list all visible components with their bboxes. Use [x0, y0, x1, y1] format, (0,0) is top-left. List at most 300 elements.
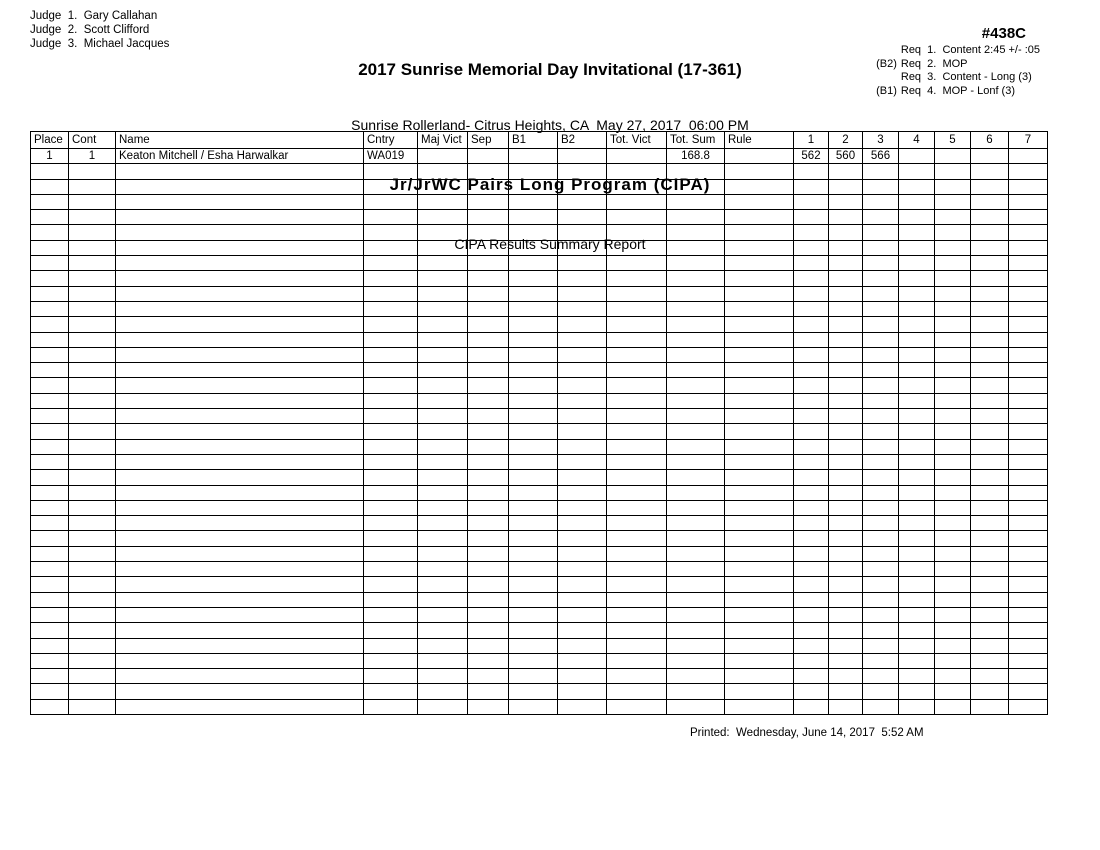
cell-tot_vict — [607, 623, 667, 638]
cell-j2 — [829, 301, 863, 316]
cell-maj_vict — [418, 516, 468, 531]
cell-j2 — [829, 669, 863, 684]
column-header-cntry: Cntry — [364, 132, 418, 149]
cell-sep — [468, 149, 509, 164]
cell-cntry — [364, 669, 418, 684]
empty-row — [31, 378, 1048, 393]
cell-b1 — [509, 378, 558, 393]
cell-j1 — [794, 500, 829, 515]
cell-j5 — [935, 424, 971, 439]
cell-cont — [69, 271, 116, 286]
cell-j6 — [971, 332, 1009, 347]
cell-j2 — [829, 546, 863, 561]
cell-j1 — [794, 623, 829, 638]
cell-rule — [725, 393, 794, 408]
requirement-line — [874, 71, 1042, 85]
requirements-list — [874, 44, 1042, 98]
empty-row — [31, 669, 1048, 684]
cell-j1 — [794, 531, 829, 546]
cell-maj_vict — [418, 592, 468, 607]
cell-tot_vict — [607, 164, 667, 179]
cell-j6 — [971, 470, 1009, 485]
cell-tot_sum — [667, 562, 725, 577]
cell-j7 — [1009, 194, 1048, 209]
cell-j2 — [829, 577, 863, 592]
cell-cont — [69, 562, 116, 577]
cell-j4 — [899, 240, 935, 255]
cell-name — [116, 179, 364, 194]
cell-maj_vict — [418, 225, 468, 240]
cell-j3 — [863, 516, 899, 531]
cell-sep — [468, 669, 509, 684]
cell-tot_sum — [667, 424, 725, 439]
cell-rule — [725, 424, 794, 439]
cell-b1 — [509, 179, 558, 194]
empty-row — [31, 500, 1048, 515]
empty-row — [31, 516, 1048, 531]
cell-maj_vict — [418, 699, 468, 714]
cell-name — [116, 424, 364, 439]
cell-j6 — [971, 149, 1009, 164]
program-title: Jr/JrWC Pairs Long Program (CIPA) — [389, 175, 711, 194]
cell-j4 — [899, 607, 935, 622]
cell-sep — [468, 577, 509, 592]
cell-j7 — [1009, 210, 1048, 225]
cell-cont — [69, 332, 116, 347]
cell-j3 — [863, 409, 899, 424]
cell-b2 — [558, 470, 607, 485]
cell-j1 — [794, 516, 829, 531]
cell-b2 — [558, 485, 607, 500]
venue-date-line: Sunrise Rollerland- Citrus Heights, CA May 27, 2017 06:00 PM — [351, 117, 749, 133]
column-header-tot_vict: Tot. Vict — [607, 132, 667, 149]
cell-cntry — [364, 439, 418, 454]
cell-j5 — [935, 623, 971, 638]
cell-sep — [468, 470, 509, 485]
cell-j2 — [829, 531, 863, 546]
cell-cntry: WA019 — [364, 149, 418, 164]
cell-tot_vict — [607, 271, 667, 286]
cell-b1 — [509, 592, 558, 607]
cell-j3 — [863, 592, 899, 607]
cell-j3 — [863, 317, 899, 332]
cell-j4 — [899, 409, 935, 424]
cell-cont — [69, 256, 116, 271]
cell-name — [116, 393, 364, 408]
cell-j1 — [794, 546, 829, 561]
cell-j6 — [971, 317, 1009, 332]
cell-tot_vict — [607, 424, 667, 439]
cell-j3 — [863, 225, 899, 240]
cell-sep — [468, 317, 509, 332]
cell-j1 — [794, 286, 829, 301]
cell-j6 — [971, 516, 1009, 531]
cell-tot_sum: 168.8 — [667, 149, 725, 164]
cell-maj_vict — [418, 531, 468, 546]
cell-j2 — [829, 607, 863, 622]
cell-j6 — [971, 378, 1009, 393]
cell-cntry — [364, 485, 418, 500]
cell-tot_vict — [607, 470, 667, 485]
cell-j3 — [863, 240, 899, 255]
cell-rule — [725, 623, 794, 638]
cell-j6 — [971, 347, 1009, 362]
cell-b2 — [558, 623, 607, 638]
cell-j3: 566 — [863, 149, 899, 164]
cell-tot_vict — [607, 240, 667, 255]
cell-place — [31, 684, 69, 699]
cell-b1 — [509, 164, 558, 179]
cell-j1 — [794, 684, 829, 699]
cell-j5 — [935, 684, 971, 699]
cell-j7 — [1009, 301, 1048, 316]
cell-tot_sum — [667, 332, 725, 347]
cell-tot_sum — [667, 271, 725, 286]
cell-name — [116, 240, 364, 255]
cell-tot_sum — [667, 378, 725, 393]
cell-j5 — [935, 286, 971, 301]
cell-tot_sum — [667, 317, 725, 332]
cell-j1 — [794, 470, 829, 485]
cell-b1 — [509, 286, 558, 301]
cell-b1 — [509, 271, 558, 286]
cell-rule — [725, 347, 794, 362]
cell-name — [116, 500, 364, 515]
cell-cont — [69, 194, 116, 209]
cell-cntry — [364, 500, 418, 515]
cell-j4 — [899, 454, 935, 469]
cell-b1 — [509, 577, 558, 592]
cell-j4 — [899, 623, 935, 638]
cell-j5 — [935, 470, 971, 485]
cell-rule — [725, 179, 794, 194]
cell-cntry — [364, 577, 418, 592]
cell-cont — [69, 500, 116, 515]
cell-tot_vict — [607, 409, 667, 424]
cell-j4 — [899, 179, 935, 194]
cell-b2 — [558, 393, 607, 408]
cell-cntry — [364, 607, 418, 622]
cell-place — [31, 699, 69, 714]
cell-j4 — [899, 164, 935, 179]
requirement-text: Req 4. MOP - Lonf (3) — [900, 84, 1015, 97]
cell-j5 — [935, 149, 971, 164]
column-header-place: Place — [31, 132, 69, 149]
cell-j3 — [863, 684, 899, 699]
cell-j3 — [863, 546, 899, 561]
cell-j3 — [863, 531, 899, 546]
cell-j2 — [829, 485, 863, 500]
cell-j7 — [1009, 332, 1048, 347]
cell-sep — [468, 409, 509, 424]
requirement-text: Req 2. MOP — [900, 57, 968, 70]
cell-b1 — [509, 653, 558, 668]
cell-j2 — [829, 363, 863, 378]
cell-cntry — [364, 699, 418, 714]
cell-cont — [69, 470, 116, 485]
cell-b2 — [558, 194, 607, 209]
cell-j3 — [863, 485, 899, 500]
cell-j7 — [1009, 256, 1048, 271]
empty-row — [31, 363, 1048, 378]
empty-row — [31, 393, 1048, 408]
cell-place — [31, 439, 69, 454]
requirement-line — [874, 85, 1042, 99]
cell-j4 — [899, 500, 935, 515]
cell-maj_vict — [418, 179, 468, 194]
result-row — [31, 149, 1048, 164]
cell-tot_vict — [607, 378, 667, 393]
cell-b2 — [558, 179, 607, 194]
cell-sep — [468, 592, 509, 607]
cell-name — [116, 699, 364, 714]
cell-j7 — [1009, 424, 1048, 439]
cell-j7 — [1009, 684, 1048, 699]
cell-tot_sum — [667, 653, 725, 668]
cell-cntry — [364, 271, 418, 286]
cell-sep — [468, 516, 509, 531]
empty-row — [31, 592, 1048, 607]
cell-j1 — [794, 378, 829, 393]
empty-row — [31, 485, 1048, 500]
cell-j1 — [794, 194, 829, 209]
cell-j1 — [794, 256, 829, 271]
cell-j1 — [794, 210, 829, 225]
cell-tot_sum — [667, 500, 725, 515]
cell-tot_sum — [667, 240, 725, 255]
cell-tot_sum — [667, 485, 725, 500]
cell-b2 — [558, 225, 607, 240]
cell-j5 — [935, 179, 971, 194]
cell-j5 — [935, 301, 971, 316]
cell-j5 — [935, 256, 971, 271]
cell-sep — [468, 439, 509, 454]
cell-j5 — [935, 347, 971, 362]
column-header-j7: 7 — [1009, 132, 1048, 149]
cell-place: 1 — [31, 149, 69, 164]
cell-rule — [725, 363, 794, 378]
cell-rule — [725, 516, 794, 531]
cell-place — [31, 194, 69, 209]
cell-b1 — [509, 363, 558, 378]
cell-cont — [69, 546, 116, 561]
empty-row — [31, 577, 1048, 592]
column-header-j3: 3 — [863, 132, 899, 149]
cell-name — [116, 194, 364, 209]
cell-j3 — [863, 194, 899, 209]
cell-name — [116, 454, 364, 469]
cell-j2 — [829, 470, 863, 485]
cell-b2 — [558, 240, 607, 255]
empty-row — [31, 607, 1048, 622]
cell-j6 — [971, 623, 1009, 638]
cell-j2 — [829, 225, 863, 240]
cell-tot_vict — [607, 546, 667, 561]
cell-b2 — [558, 317, 607, 332]
cell-tot_vict — [607, 562, 667, 577]
cell-maj_vict — [418, 638, 468, 653]
cell-maj_vict — [418, 439, 468, 454]
cell-cntry — [364, 194, 418, 209]
cell-maj_vict — [418, 393, 468, 408]
cell-cntry — [364, 225, 418, 240]
cell-tot_sum — [667, 531, 725, 546]
cell-sep — [468, 562, 509, 577]
cell-j1 — [794, 638, 829, 653]
cell-tot_vict — [607, 531, 667, 546]
cell-j7 — [1009, 439, 1048, 454]
empty-row — [31, 653, 1048, 668]
cell-j4 — [899, 531, 935, 546]
cell-j5 — [935, 164, 971, 179]
cell-b1 — [509, 409, 558, 424]
cell-j2 — [829, 271, 863, 286]
cell-sep — [468, 240, 509, 255]
cell-sep — [468, 607, 509, 622]
cell-j6 — [971, 301, 1009, 316]
cell-maj_vict — [418, 301, 468, 316]
cell-j4 — [899, 592, 935, 607]
cell-j3 — [863, 378, 899, 393]
cell-name — [116, 317, 364, 332]
cell-b2 — [558, 256, 607, 271]
cell-place — [31, 485, 69, 500]
cell-j3 — [863, 562, 899, 577]
printed-line: Printed: Wednesday, June 14, 2017 5:52 AM — [690, 727, 924, 739]
cell-j3 — [863, 256, 899, 271]
cell-cntry — [364, 562, 418, 577]
cell-j4 — [899, 562, 935, 577]
cell-b1 — [509, 669, 558, 684]
cell-j3 — [863, 669, 899, 684]
cell-b2 — [558, 531, 607, 546]
cell-maj_vict — [418, 164, 468, 179]
cell-b2 — [558, 424, 607, 439]
cell-j5 — [935, 225, 971, 240]
cell-j3 — [863, 179, 899, 194]
cell-place — [31, 347, 69, 362]
cell-j7 — [1009, 454, 1048, 469]
cell-cont — [69, 623, 116, 638]
cell-tot_vict — [607, 332, 667, 347]
cell-cntry — [364, 393, 418, 408]
column-header-j2: 2 — [829, 132, 863, 149]
cell-cntry — [364, 653, 418, 668]
cell-tot_vict — [607, 347, 667, 362]
cell-j6 — [971, 607, 1009, 622]
cell-j5 — [935, 210, 971, 225]
cell-tot_vict — [607, 684, 667, 699]
empty-row — [31, 531, 1048, 546]
cell-j5 — [935, 653, 971, 668]
cell-b1 — [509, 347, 558, 362]
cell-j7 — [1009, 669, 1048, 684]
cell-tot_sum — [667, 179, 725, 194]
cell-maj_vict — [418, 194, 468, 209]
event-number: #438C — [981, 25, 1026, 42]
cell-b2 — [558, 638, 607, 653]
cell-b1 — [509, 210, 558, 225]
cell-maj_vict — [418, 210, 468, 225]
cell-b1 — [509, 225, 558, 240]
cell-j7 — [1009, 638, 1048, 653]
cell-cntry — [364, 516, 418, 531]
cell-j3 — [863, 210, 899, 225]
cell-j6 — [971, 638, 1009, 653]
cell-tot_sum — [667, 577, 725, 592]
cell-sep — [468, 638, 509, 653]
results-table — [30, 131, 1048, 715]
cell-j1 — [794, 485, 829, 500]
cell-place — [31, 409, 69, 424]
cell-place — [31, 378, 69, 393]
cell-j2 — [829, 378, 863, 393]
cell-j5 — [935, 562, 971, 577]
cell-j4 — [899, 546, 935, 561]
cell-sep — [468, 225, 509, 240]
cell-tot_vict — [607, 210, 667, 225]
cell-tot_vict — [607, 638, 667, 653]
column-header-b1: B1 — [509, 132, 558, 149]
cell-tot_vict — [607, 607, 667, 622]
cell-j7 — [1009, 240, 1048, 255]
cell-b2 — [558, 607, 607, 622]
cell-maj_vict — [418, 332, 468, 347]
cell-place — [31, 607, 69, 622]
cell-b1 — [509, 332, 558, 347]
cell-j7 — [1009, 577, 1048, 592]
cell-j5 — [935, 393, 971, 408]
cell-name — [116, 256, 364, 271]
cell-j4 — [899, 271, 935, 286]
cell-name — [116, 546, 364, 561]
cell-b1 — [509, 393, 558, 408]
cell-j6 — [971, 653, 1009, 668]
cell-cntry — [364, 317, 418, 332]
cell-j7 — [1009, 470, 1048, 485]
cell-sep — [468, 378, 509, 393]
cell-cntry — [364, 301, 418, 316]
cell-tot_vict — [607, 301, 667, 316]
cell-tot_vict — [607, 225, 667, 240]
requirement-prefix — [874, 44, 899, 58]
empty-row — [31, 623, 1048, 638]
cell-cont — [69, 347, 116, 362]
column-header-maj_vict: Maj Vict — [418, 132, 468, 149]
empty-row — [31, 179, 1048, 194]
cell-cont: 1 — [69, 149, 116, 164]
cell-maj_vict — [418, 149, 468, 164]
empty-row — [31, 347, 1048, 362]
cell-j7 — [1009, 653, 1048, 668]
cell-j7 — [1009, 531, 1048, 546]
cell-sep — [468, 393, 509, 408]
cell-b1 — [509, 500, 558, 515]
cell-place — [31, 317, 69, 332]
empty-row — [31, 194, 1048, 209]
cell-j5 — [935, 669, 971, 684]
cell-j3 — [863, 699, 899, 714]
cell-j3 — [863, 577, 899, 592]
cell-j1 — [794, 164, 829, 179]
cell-b2 — [558, 439, 607, 454]
cell-cntry — [364, 424, 418, 439]
cell-place — [31, 653, 69, 668]
cell-j1 — [794, 347, 829, 362]
cell-b1 — [509, 194, 558, 209]
cell-name — [116, 623, 364, 638]
cell-b1 — [509, 424, 558, 439]
